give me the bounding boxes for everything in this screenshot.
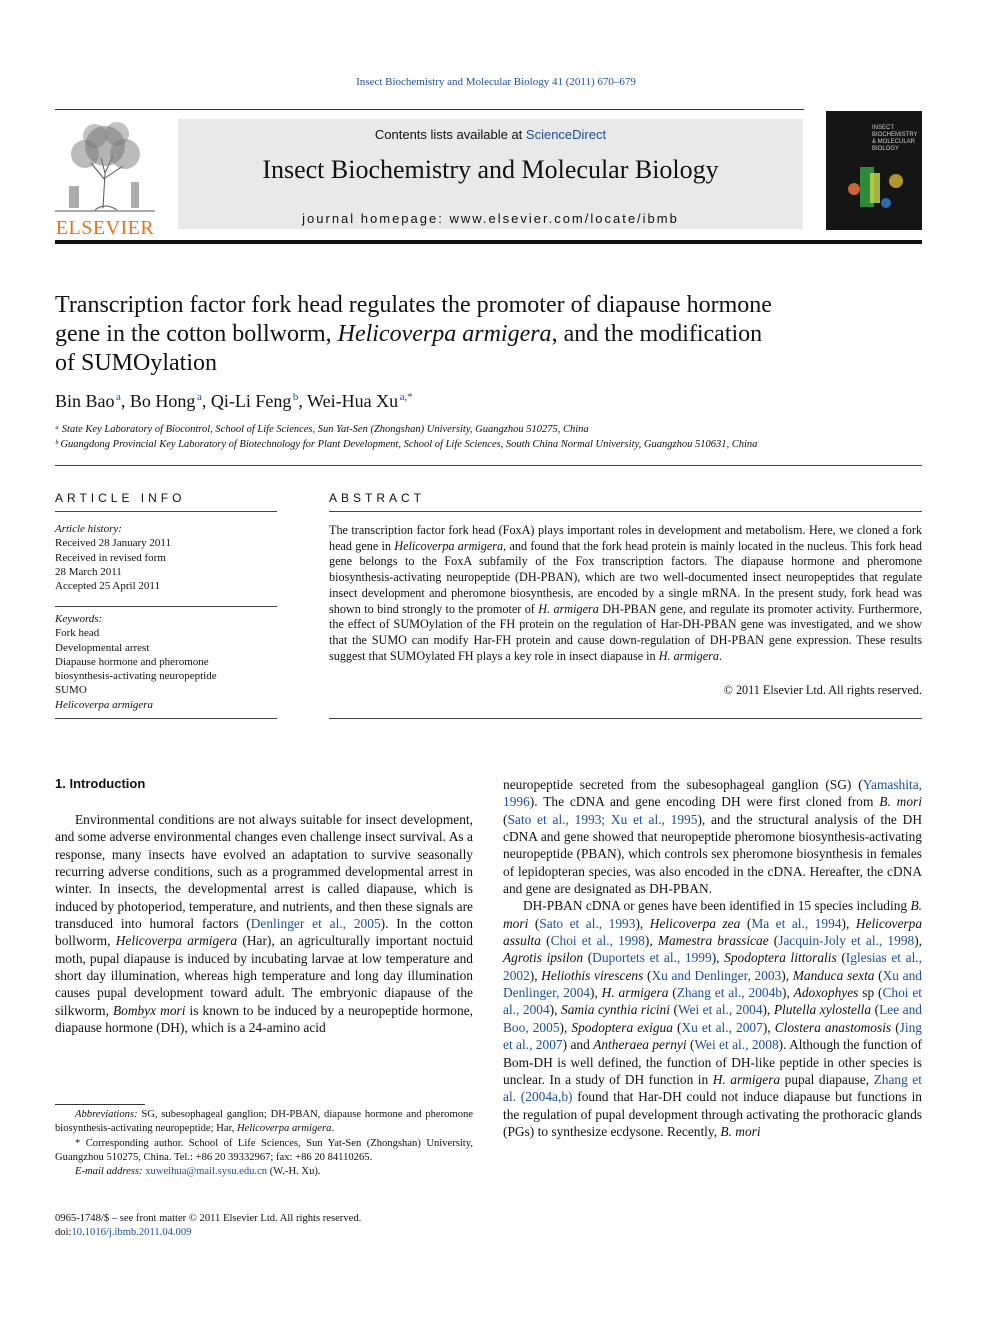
paragraph [55,811,473,1036]
abstract-copyright: © 2011 Elsevier Ltd. All rights reserved. [723,683,922,697]
author-affil-mark[interactable]: a [116,391,121,403]
title-line-3: of SUMOylation [55,350,217,376]
author-name[interactable]: Bo Hong [129,391,196,411]
author-name[interactable]: Wei-Hua Xu [307,391,399,411]
title-species: Helicoverpa armigera [337,321,552,347]
title-line-2a: gene in the cotton bollworm, [55,321,338,347]
species-name: Helicoverpa zea [649,915,741,931]
abstract-part: The transcription factor fork head (FoxA) plays important roles in development and metabolism. Here, we cloned a fork head gene in [329,523,922,553]
species-name: Heliothis virescens [541,967,644,983]
citation-link[interactable]: Zhang et al., 2004b [676,985,782,1001]
citation-link[interactable]: Xu and Denlinger, 2004 [503,967,922,1001]
elsevier-tree-icon [55,118,155,213]
article-info-heading: ARTICLE INFO [55,491,186,505]
header-thick-divider [55,240,922,244]
divider [55,606,277,607]
contents-line [178,127,803,142]
keyword-item: Developmental arrest [55,641,150,654]
history-item: Received in revised form [55,551,166,564]
text: sp [858,985,875,1001]
footnotes [55,1108,473,1179]
citation-link[interactable]: Xu et al., 2007 [681,1019,763,1035]
journal-title: Insect Biochemistry and Molecular Biology [262,155,719,184]
citation-link[interactable]: Denlinger et al., 2005 [250,916,381,932]
keywords [55,612,217,712]
divider [55,718,277,719]
keyword-item: SUMO [55,684,87,697]
divider [329,718,922,719]
keyword-item: Diapause hormone and pheromone [55,655,209,668]
history-item: Received 28 January 2011 [55,537,171,550]
species-name: Manduca sexta [792,967,875,983]
text: pupal diapause, [780,1071,874,1087]
text: ). The cDNA and gene encoding DH were first cloned from [529,794,880,810]
elsevier-logo[interactable] [55,118,155,239]
doi-line [55,1226,361,1240]
citation-link[interactable]: Wei et al., 2004 [677,1002,763,1018]
species-name: B. mori [879,794,922,810]
sciencedirect-link[interactable]: ScienceDirect [525,127,607,142]
divider [329,511,922,512]
text: Environmental conditions are not always suitable for insect development, and some adverse environmental changes even challenge insect survival. As a response, many insects have evolved an adaptation to survive seasonally recurring adverse conditions, such as a programmed developmental arrest in winter. In insects, the developmental arrest is called diapause, which is induced by photoperiod, temperature, and nutrients, and then these signals are transduced into humoral factors ( [55,812,473,932]
footnote-label: E-mail address: [75,1166,146,1178]
title-line-2c: , and the modification [551,321,763,347]
history-label: Article history: [55,523,122,535]
abstract-text [329,523,922,664]
citation-link[interactable]: Sato et al., 1993; Xu et al., 1995 [507,811,698,827]
text: (W.-H. Xu). [267,1166,321,1178]
issn-doi [55,1212,361,1241]
affiliation-b: ᵇ Guangdong Provincial Key Laboratory of Biotechnology for Plant Development, School of Life Sciences, South China Normal University, Guangzhou 510631, China [55,439,758,450]
citation-link[interactable]: Choi et al., 1998 [550,933,645,949]
history-item: 28 March 2011 [55,565,122,578]
text: SG, subesophageal ganglion; DH-PBAN, diapause hormone and pheromone biosynthesis-activating neuropeptide; Har, [55,1109,473,1135]
author-name[interactable]: Bin Bao [55,391,115,411]
citation-link[interactable]: Wei et al., 2008 [694,1037,779,1053]
citation-link[interactable]: Yamashita, 1996 [503,777,922,810]
citation-link[interactable]: Jing et al., 2007 [503,1019,922,1053]
species-name: Samia cynthia ricini [561,1002,670,1018]
cover-title: INSECT BIOCHEMISTRY & MOLECULAR BIOLOGY [872,125,918,152]
abstract-part: DH-PBAN gene, and regulate its promoter activity. Furthermore, the effect of SUMOylation of the FH protein on the regulation of Har-DH-PBAN gene was investigated, and we show that the SUMO can modify Har-FH protein and cause down-regulation of DH-PBAN gene expression. These results suggest that SUMOylated FH plays a key role in insect diapause in [329,601,922,663]
citation-link[interactable]: Duportets et al., 1999 [592,950,712,966]
body-column-left [55,811,473,1036]
keyword-item: Fork head [55,627,100,640]
species-name: Clostera anastomosis [774,1019,892,1035]
text: found that Har-DH could not induce diapause but functions in the regulation of pupal development through activating the prothoracic glands (PGs) to synthesize ecdysone. Recently, [503,1089,922,1139]
text: ( [503,811,508,827]
citation-link[interactable]: Zhang et al. (2004a,b) [503,1071,922,1105]
text: . [331,1123,335,1135]
species-name: B. mori [720,1123,761,1139]
journal-cover-image[interactable] [826,111,922,230]
footnote-abbreviations [55,1108,473,1137]
species-name: H. armigera [712,1071,781,1087]
publisher-name: ELSEVIER [55,217,155,239]
abstract-italic: H. armigera [658,648,719,663]
text: ). In the cotton bollworm, [55,916,473,949]
section-divider [55,465,922,466]
species-name: Spodoptera exigua [571,1019,673,1035]
body-column-right [503,776,922,1140]
text: ). Although the function of Bom-DH is well defined, the function of DH-like peptide in other species is unclear. In a study of DH function in [503,1037,923,1087]
text: and [567,1037,594,1053]
species-name: H. armigera [601,985,669,1001]
keyword-item: biosynthesis-activating neuropeptide [55,670,217,683]
text: is known to be induced by a neuropeptide hormone, diapause hormone (DH), which is a 24-amino acid [55,1002,473,1036]
doi-link[interactable]: 10.1016/j.ibmb.2011.04.009 [71,1227,192,1239]
species-name: Plutella xylostella [773,1002,872,1018]
affiliation-a: ᵃ State Key Laboratory of Biocontrol, School of Life Sciences, Sun Yat-Sen (Zhongshan) University, Guangzhou 510275, China [55,424,589,435]
species-name: Antheraea pernyi [593,1037,687,1053]
author-affil-mark[interactable]: a,* [399,391,413,403]
doi-label: doi: [55,1227,72,1239]
paragraph [503,776,922,897]
keywords-label: Keywords: [55,613,103,625]
author-list: Bin Bao $^a$, Bo Hong $^a$, Qi-Li Feng $^b$, Wei-Hua Xu $^{a,*}$ [55,391,413,411]
species-name: Adoxophyes [793,985,859,1001]
abstract-heading: ABSTRACT [329,491,426,505]
abstract-italic: Helicoverpa armigera [394,538,504,553]
species-name: Helicoverpa armigera [236,1123,332,1135]
header-divider [55,109,804,110]
journal-banner [178,119,803,229]
citation-link[interactable]: Ma et al., 1994 [751,915,842,931]
citation-link[interactable]: Sato et al., 1993 [539,915,636,931]
footnote-label: Abbreviations: [75,1109,138,1120]
author-affil-mark[interactable]: a [196,391,202,403]
species-name: Spodoptera littoralis [724,950,837,966]
history-item: Accepted 25 April 2011 [55,580,160,593]
citation-link[interactable]: Lee and Boo, 2005 [503,1002,922,1035]
article-history [55,522,171,593]
section-heading-introduction: 1. Introduction [55,776,146,791]
text: DH-PBAN cDNA or genes have been identified in 15 species including [523,898,911,914]
text: (Har), an agriculturally important noctuid moth, pupal diapause is induced by incubating larvae at low temperature and short day illumination, whereas high temperature and long day illumination causes pupal development toward adult. The embryonic diapause of the silkworm, [55,933,473,1018]
article-title [55,291,915,378]
footnote-divider [55,1104,145,1105]
species-name: Agrotis ipsilon [503,950,584,966]
keyword-item: Helicoverpa armigera [55,698,154,711]
author-affil-mark[interactable]: b [292,391,299,403]
species-name: Helicoverpa armigera [115,933,238,949]
issn-line: 0965-1748/$ – see front matter © 2011 Elsevier Ltd. All rights reserved. [55,1213,362,1224]
text: ), and the structural analysis of the DH cDNA and gene showed that neuropeptide pheromone biosynthesis-activating neuropeptide (PBAN), which controls sex pheromone biosynthesis in females of lepidopteran species, was also encoded in the cDNA. Hereafter, the cDNA and gene are designated as DH-PBAN. [503,811,922,897]
citation-link[interactable]: Iglesias et al., 2002 [503,950,923,983]
title-line-1: Transcription factor fork head regulates the promoter of diapause hormone [55,292,772,318]
species-name: B. mori [503,898,922,931]
species-name: Bombyx mori [113,1002,186,1018]
email-link[interactable]: xuweihua@mail.sysu.edu.cn [145,1166,268,1178]
citation-link[interactable]: Xu and Denlinger, 2003 [651,967,782,983]
footnote-corresponding: * Corresponding author. School of Life Sciences, Sun Yat-Sen (Zhongshan) University, Guangzhou 510275, China. Tel.: +86 20 39332967; fax: +86 20 84110265. [55,1137,473,1163]
citation-link[interactable]: Choi et al., 2004 [503,985,923,1018]
contents-prefix: Contents lists available at [374,127,526,142]
footnote-email [55,1165,473,1179]
species-name: Helicoverpa assulta [503,915,923,949]
journal-homepage[interactable]: journal homepage: www.elsevier.com/locate/ibmb [302,211,679,226]
text: neuropeptide secreted from the subesophageal ganglion (SG) ( [503,777,863,792]
species-name: Mamestra brassicae [657,933,769,949]
divider [55,511,277,512]
abstract-part: . [718,648,722,663]
citation-link[interactable]: Jacquin-Joly et al., 1998 [778,933,915,949]
journal-citation[interactable]: Insect Biochemistry and Molecular Biology 41 (2011) 670–679 [356,76,636,88]
paragraph: DH-PBAN cDNA or genes have been identified in 15 species including B. mori (Sato et al., 1993), Helicoverpa zea (Ma et al., 1994), Helicoverpa assulta (Choi et al., 1998), Mamestra brassicae (Jacquin-Joly et al., 1998), Agrotis ipsilon (Duportets et al., 1999), Spodoptera littoralis (Iglesias et al., 2002), Heliothis virescens (Xu and Denlinger, 2003), Manduca sexta (Xu and Denlinger, 2004), H. armigera (Zhang et al., 2004b), Adoxophyes sp (Choi et al., 2004), Samia cynthia ricini (Wei et al., 2004), Plutella xylostella (Lee and Boo, 2005), Spodoptera exigua (Xu et al., 2007), Clostera anastomosis (Jing et al., 2007) and Antheraea pernyi (Wei et al., 2008). Although the function of Bom-DH is well defined, the function of DH-like peptide in other species is unclear. In a study of DH function in H. armigera pupal diapause, Zhang et al. (2004a,b) found that Har-DH could not induce diapause but functions in the regulation of pupal development through activating the prothoracic glands (PGs) to synthesize ecdysone. Recently, B. mori [503,898,923,1139]
abstract-part: , and found that the fork head protein is mainly located in the nucleus. This fork head gene belongs to the FoxA subfamily of the Fox transcription factors. The diapause hormone and pheromone biosynthesis-activating neuropeptide (DH-PBAN), which are two well-documented insect neuropeptides that regulate insect development and pheromone biosynthesis, are encoded by a single mRNA. In the present study, fork head was shown to bind strongly to the promoter of [329,538,922,616]
author-name[interactable]: Qi-Li Feng [210,391,292,411]
abstract-italic: H. armigera [538,601,599,616]
